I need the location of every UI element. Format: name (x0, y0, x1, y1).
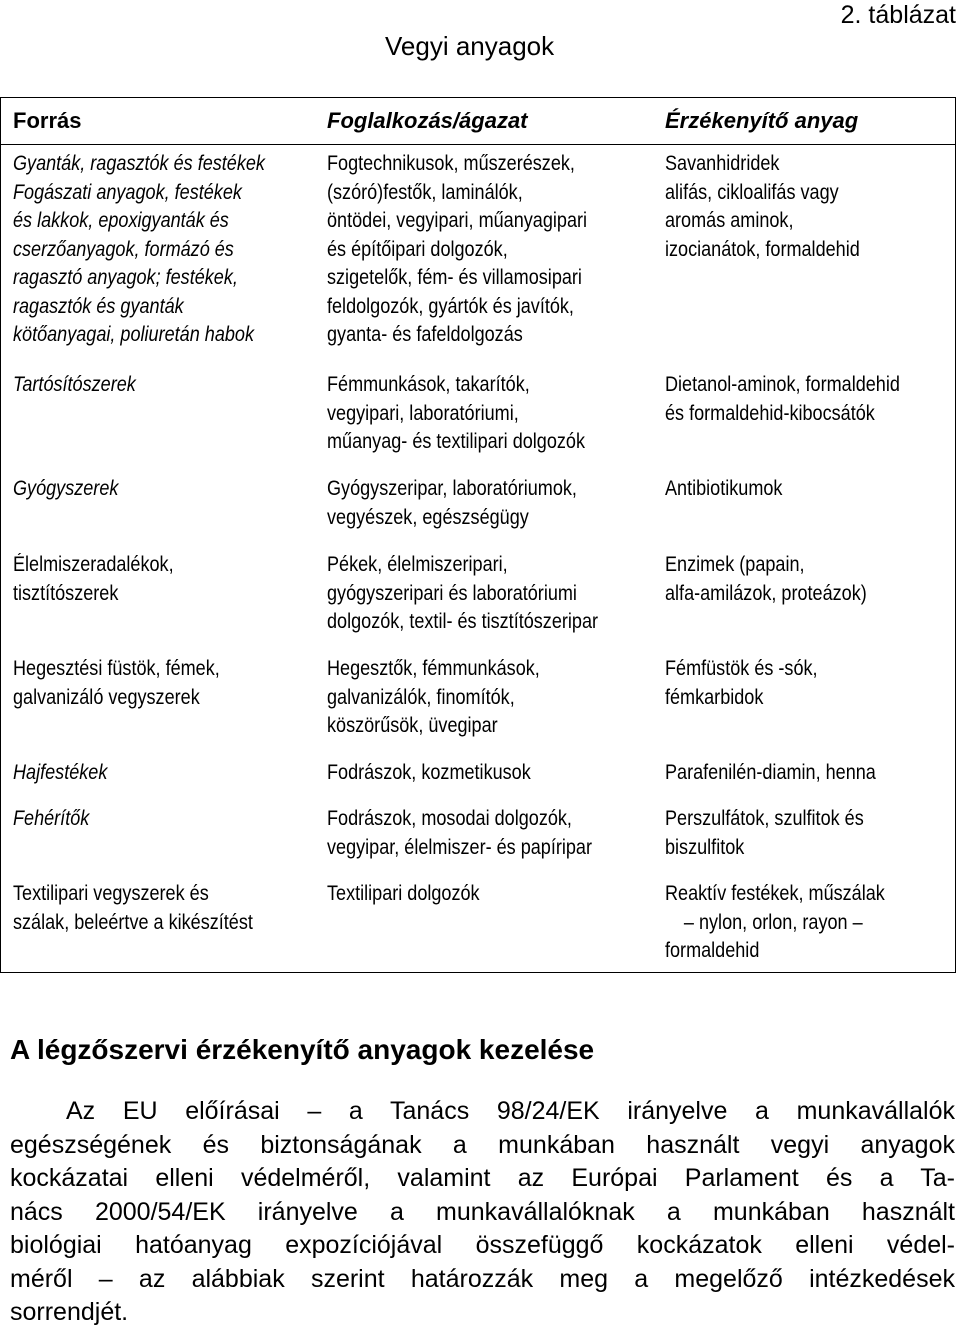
row7-sensitizer: Perszulfátok, szulfitok és biszulfitok (665, 807, 864, 859)
paragraph-line: méről – az alábbiak szerint határozzák meg a megelőző intézkedések (10, 1264, 955, 1293)
row2-occupation: Fémmunkások, takarítók, vegyipari, laboratóriumi, műanyag- és textilipari dolgozók (327, 373, 585, 453)
paragraph-line: nács 2000/54/EK irányelve a munkavállalóknak a munkában használt (10, 1197, 955, 1226)
row1-occupation: Fogtechnikusok, műszerészek, (szóró)festők, laminálók, öntödei, vegyipari, műanyagipari és építőipari dolgozók, szigetelők, fém- és villamosipari feldolgozók, gyártók és javítók, gyanta- és fafeldolgozás (327, 152, 588, 346)
paragraph-line: biológiai hatóanyag expozíciójával összefüggő kockázatok elleni védel- (10, 1231, 955, 1259)
row4-sensitizer: Enzimek (papain, alfa-amilázok, proteázok) (665, 553, 867, 605)
row2-sensitizer: Dietanol-aminok, formaldehid és formaldehid-kibocsátók (665, 373, 900, 425)
section-heading: A légzőszervi érzékenyítő anyagok kezelése (10, 1034, 595, 1065)
table-header-row (1, 98, 955, 145)
chemical-sensitizers-table (0, 97, 956, 973)
row8-occupation: Textilipari dolgozók (327, 882, 480, 905)
header-sensitizer: Érzékenyítő anyag (665, 108, 859, 133)
row6-source: Hajfestékek (13, 761, 108, 784)
paragraph-line: kockázatai elleni védelméről, valamint az Európai Parlament és a Ta- (10, 1164, 955, 1192)
paragraph-line: egészségének és biztonságának a munkában használt vegyi anyagok (10, 1130, 955, 1159)
row4-occupation: Pékek, élelmiszeripari, gyógyszeripari és laboratóriumi dolgozók, textil- és tisztítószeripar (327, 553, 599, 633)
row3-sensitizer: Antibiotikumok (665, 477, 783, 500)
table-number-label: 2. táblázat (840, 1, 956, 29)
header-occupation: Foglalkozás/ágazat (327, 108, 528, 133)
row3-occupation: Gyógyszeripar, laboratóriumok, vegyészek, egészségügy (327, 477, 577, 529)
paragraph-line: Az EU előírásai – a Tanács 98/24/EK irányelve a munkavállalók (66, 1097, 955, 1125)
row6-sensitizer: Parafenilén-diamin, henna (665, 761, 876, 784)
row1-sensitizer: Savanhidridek alifás, cikloalifás vagy aromás aminok, izocianátok, formaldehid (665, 152, 860, 261)
row2-source: Tartósítószerek (13, 373, 136, 396)
row8-sensitizer: Reaktív festékek, műszálak – nylon, orlon, rayon – formaldehid (665, 882, 885, 962)
table-title: Vegyi anyagok (385, 31, 555, 61)
row1-source: Gyanták, ragasztók és festékek Fogászati anyagok, festékek és lakkok, epoxigyanták és cserzőanyagok, formázó és ragasztó anyagok; festékek, ragasztók és gyanták kötőanyagai, poliuretán habok (13, 152, 265, 346)
row3-source: Gyógyszerek (13, 477, 119, 500)
paragraph-line: sorrendjét. (10, 1298, 129, 1326)
header-source: Forrás (13, 108, 82, 133)
row5-source: Hegesztési füstök, fémek, galvanizáló vegyszerek (13, 657, 220, 709)
body-paragraph (10, 1095, 955, 1330)
row8-source: Textilipari vegyszerek és szálak, beleértve a kikészítést (13, 882, 253, 934)
row5-sensitizer: Fémfüstök és -sók, fémkarbidok (665, 657, 818, 709)
row6-occupation: Fodrászok, kozmetikusok (327, 761, 531, 784)
row5-occupation: Hegesztők, fémmunkások, galvanizálók, finomítók, köszörűsök, üvegipar (327, 657, 540, 737)
row7-source: Fehérítők (13, 807, 90, 830)
row4-source: Élelmiszeradalékok, tisztítószerek (13, 553, 174, 605)
row7-occupation: Fodrászok, mosodai dolgozók, vegyipar, élelmiszer- és papíripar (327, 807, 593, 859)
